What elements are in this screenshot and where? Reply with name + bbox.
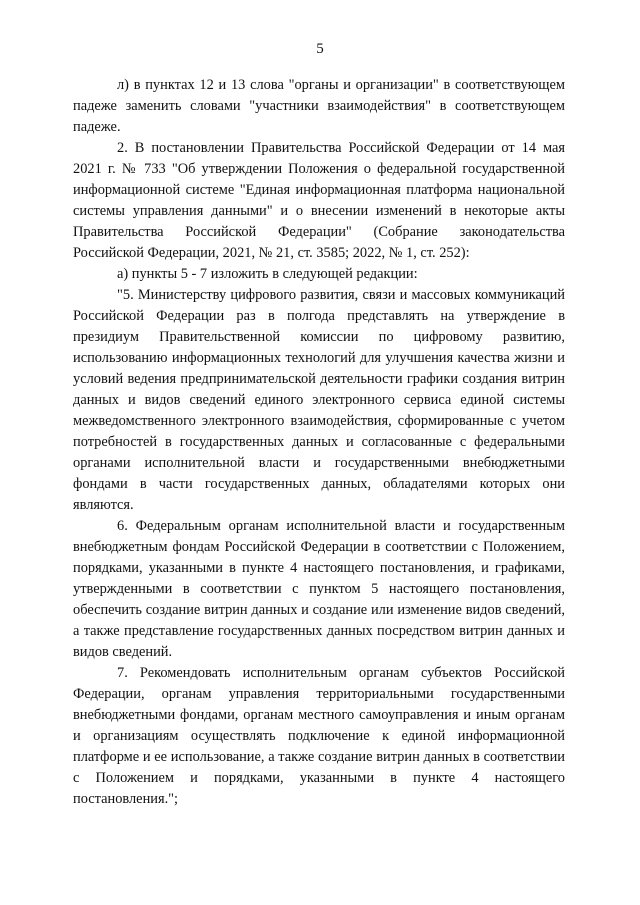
paragraph-l-replacement: л) в пунктах 12 и 13 слова "органы и организации" в соответствующем падеже заменить словами "участники взаимодействия" в соответствующем падеже. xyxy=(73,77,565,135)
page-number: 5 xyxy=(316,41,324,57)
paragraph-item-7: 7. Рекомендовать исполнительным органам субъектов Российской Федерации, органам управления территориальными государственными внебюджетными фондами, органам местного самоуправления и иным органам и организациям осуществлять подключение к единой информационной платформе и ее использование, а также создание витрин данных в соответствии с Положением и порядками, указанными в пункте 4 настоящего постановления."; xyxy=(73,665,565,807)
paragraph-item-6: 6. Федеральным органам исполнительной власти и государственным внебюджетным фондам Российской Федерации в соответствии с Положением, порядками, указанными в пункте 4 настоящего постановления, и графиками, утвержденными в соответствии с пунктом 5 настоящего постановления, обеспечить создание витрин данных и создание или изменение видов сведений, а также представление государственных данных посредством витрин данных и видов сведений. xyxy=(73,518,565,660)
document-body xyxy=(73,75,565,810)
paragraph-2-resolution-733: 2. В постановлении Правительства Российской Федерации от 14 мая 2021 г. № 733 "Об утверждении Положения о федеральной государственной информационной системе "Единая информационная платформа национальной системы управления данными" и о внесении изменений в некоторые акты Правительства Российской Федерации" (Собрание законодательства Российской Федерации, 2021, № 21, ст. 3585; 2022, № 1, ст. 252): xyxy=(73,140,565,261)
paragraph-a-items-5-7: а) пункты 5 - 7 изложить в следующей редакции: xyxy=(117,266,418,282)
paragraph-item-5: "5. Министерству цифрового развития, связи и массовых коммуникаций Российской Федерации раз в полгода представлять на утверждение в президиум Правительственной комиссии по цифровому развитию, использованию информационных технологий для улучшения качества жизни и условий ведения предпринимательской деятельности графики создания витрин данных и видов сведений единого электронного сервиса единой системы межведомственного электронного взаимодействия, сформированные с учетом потребностей в государственных данных и согласованные с федеральными органами исполнительной власти и государственными внебюджетными фондами в части государственных данных, обладателями которых они являются. xyxy=(73,287,565,513)
